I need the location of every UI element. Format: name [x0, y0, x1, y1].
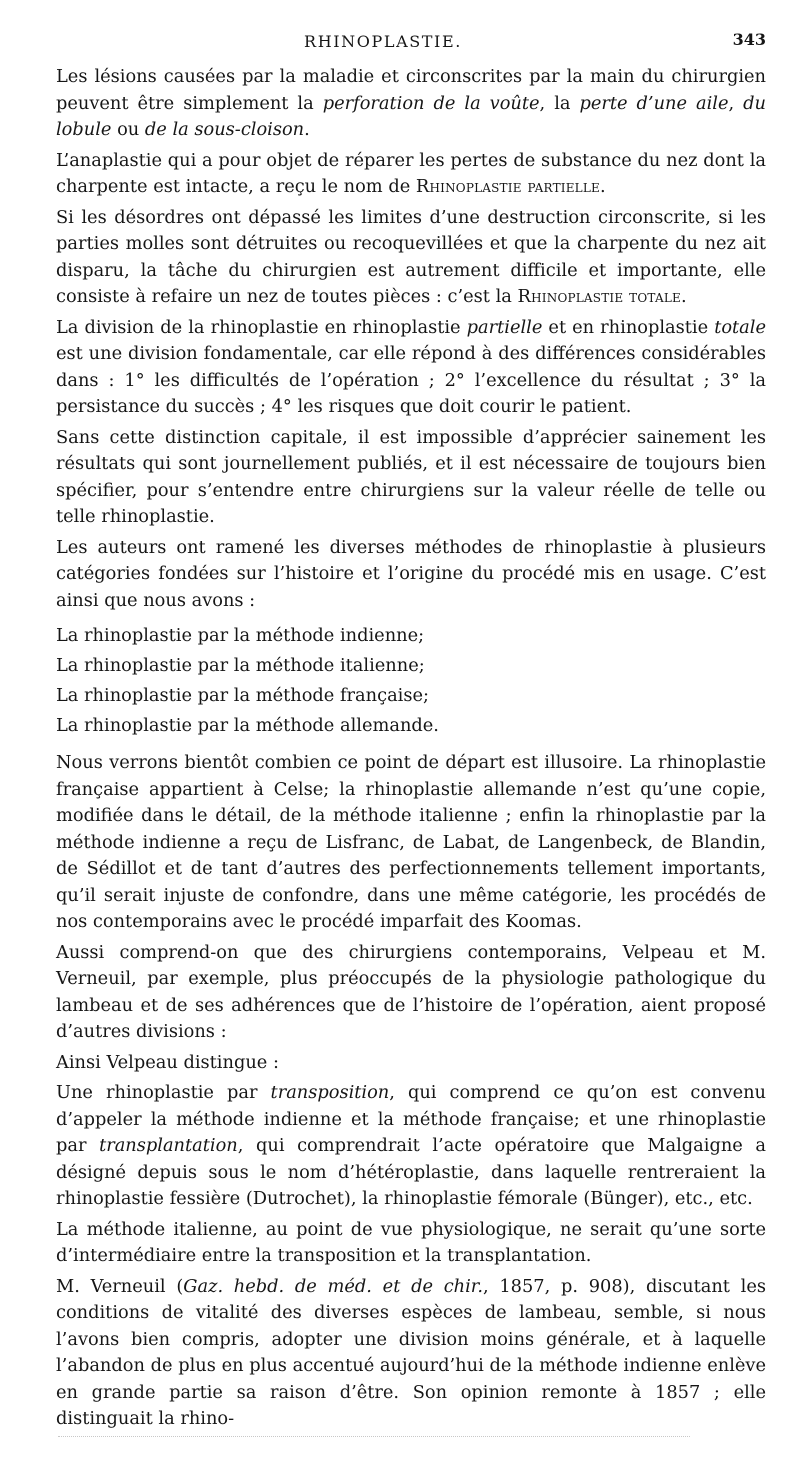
italic-term: totale — [714, 316, 766, 338]
paragraph-illusoire: Nous verrons bientôt combien ce point de départ est illusoire. La rhinoplastie française appartient à Celse; la rhinoplastie allemande n’est qu’une copie, modifiée dans le détail, de la méthode italienne ; enfin la rhinoplastie par la méthode indienne a reçu de Lisfranc, de Labat, de Langenbeck, de Blandin, de Sédillot et de tant d’autres des perfectionnements tellement importants, qu’il serait injuste de confondre, dans une même catégorie, les procédés de nos contemporains avec le procédé imparfait des Koomas. — [56, 752, 766, 932]
methods-list — [56, 621, 766, 741]
italic-term: perte d’une aile — [579, 92, 729, 114]
paragraph-transposition — [56, 1080, 766, 1213]
text-run: ou — [111, 119, 145, 140]
text-run: Une rhinoplastie par — [56, 1082, 271, 1103]
list-item: La rhinoplastie par la méthode indienne; — [56, 625, 425, 646]
paragraph-auteurs: Les auteurs ont ramené les diverses méthodes de rhinoplastie à plusieurs catégories fondées sur l’histoire et l’origine du procédé mis en usage. C’est ainsi que nous avons : — [56, 536, 766, 611]
paragraph-distinction: Sans cette distinction capitale, il est impossible d’apprécier sainement les résultats qui sont journellement publiés, et il est nécessaire de toujours bien spécifier, pour s’entendre entre chirurgiens sur la valeur réelle de telle ou telle rhinoplastie. — [56, 426, 766, 527]
text-run: , la — [539, 92, 580, 114]
paragraph-italienne: La méthode italienne, au point de vue physiologique, ne serait qu’une sorte d’intermédiaire entre la transposition et la transplantation. — [56, 1218, 766, 1266]
italic-term: transplantation — [99, 1135, 238, 1156]
paragraph-division — [56, 315, 766, 421]
paragraph-desordres — [56, 205, 766, 311]
italic-citation: Gaz. hebd. de méd. et de chir. — [183, 1275, 483, 1297]
paragraph-lesions — [56, 64, 766, 144]
text-run: est une division fondamentale, car elle répond à des différences considérables dans : 1° les difficultés de l’opération ; 2° l’excellence du résultat ; 3° la persistance du succès ; 4° les risques que doit courir le patient. — [56, 343, 766, 417]
italic-term: perforation de la voûte — [322, 92, 540, 114]
page-header — [56, 30, 766, 64]
body-text — [56, 64, 766, 1433]
paragraph-verneuil — [56, 1274, 766, 1433]
italic-term: transposition — [270, 1082, 390, 1103]
small-caps-term: Rhinoplastie partielle — [415, 176, 600, 197]
text-run: Si les désordres ont dépassé les limites d’une destruction circonscrite, si les parties molles sont détruites ou recoquevillées et que la charpente du nez ait disparu, la tâche du chirurgien est autrement difficile et importante, elle consiste à refaire un nez de toutes pièces : c’est la — [56, 206, 766, 307]
text-run: et en rhinoplastie — [542, 316, 715, 338]
running-title: RHINOPLASTIE. — [304, 32, 462, 51]
paragraph-contemporains: Aussi comprend-on que des chirurgiens contemporains, Velpeau et M. Verneuil, par exemple, plus préoccupés de la physiologie pathologique du lambeau et de ses adhérences que de l’histoire de l’opération, aient proposé d’autres divisions : — [56, 941, 766, 1042]
text-run: , qui comprend ce qu’on est convenu d’appeler la méthode indienne et la méthode française; et une rhinoplastie par — [56, 1082, 766, 1156]
text-run: La division de la rhinoplastie en rhinoplastie — [56, 316, 467, 338]
text-run: M. Verneuil ( — [56, 1275, 184, 1297]
text-run: L’anaplastie qui a pour objet de réparer les pertes de substance du nez dont la charpente est intacte, a reçu le nom de — [56, 149, 766, 197]
text-run: . — [599, 176, 606, 197]
text-run: , — [728, 92, 744, 114]
small-caps-term: Rhinoplastie totale — [517, 286, 681, 307]
footer-rule — [58, 1436, 690, 1437]
text-run: , qui comprendrait l’acte opératoire que Malgaigne a désigné depuis sous le nom d’hétéroplastie, dans laquelle rentreraient la rhinoplastie fessière (Dutrochet), la rhinoplastie fémorale (Bünger), etc., etc. — [56, 1135, 766, 1209]
paragraph-anaplastie — [56, 148, 766, 201]
text-run: , 1857, p. 908), discutant les conditions de vitalité des diverses espèces de lambeau, semble, si nous l’avons bien compris, adopter une division moins générale, et à laquelle l’abandon de plus en plus accentué aujourd’hui de la méthode indienne enlève en grande partie sa raison d’être. Son opinion remonte à 1857 ; elle distinguait la rhino- — [56, 1275, 766, 1429]
italic-term: de la sous-cloison — [144, 119, 305, 140]
italic-term: partielle — [466, 316, 543, 338]
text-run: Les lésions causées par la maladie et circonscrites par la main du chirurgien peuvent être simplement la — [56, 66, 766, 114]
list-item: La rhinoplastie par la méthode française; — [56, 685, 429, 706]
italic-term: du lobule — [56, 92, 767, 140]
list-item: La rhinoplastie par la méthode italienne; — [56, 655, 425, 676]
list-item: La rhinoplastie par la méthode allemande. — [56, 715, 439, 736]
text-run: . — [680, 286, 687, 307]
text-run: . — [304, 119, 310, 140]
paragraph-velpeau: Ainsi Velpeau distingue : — [56, 1051, 279, 1073]
page-number: 343 — [732, 30, 766, 49]
